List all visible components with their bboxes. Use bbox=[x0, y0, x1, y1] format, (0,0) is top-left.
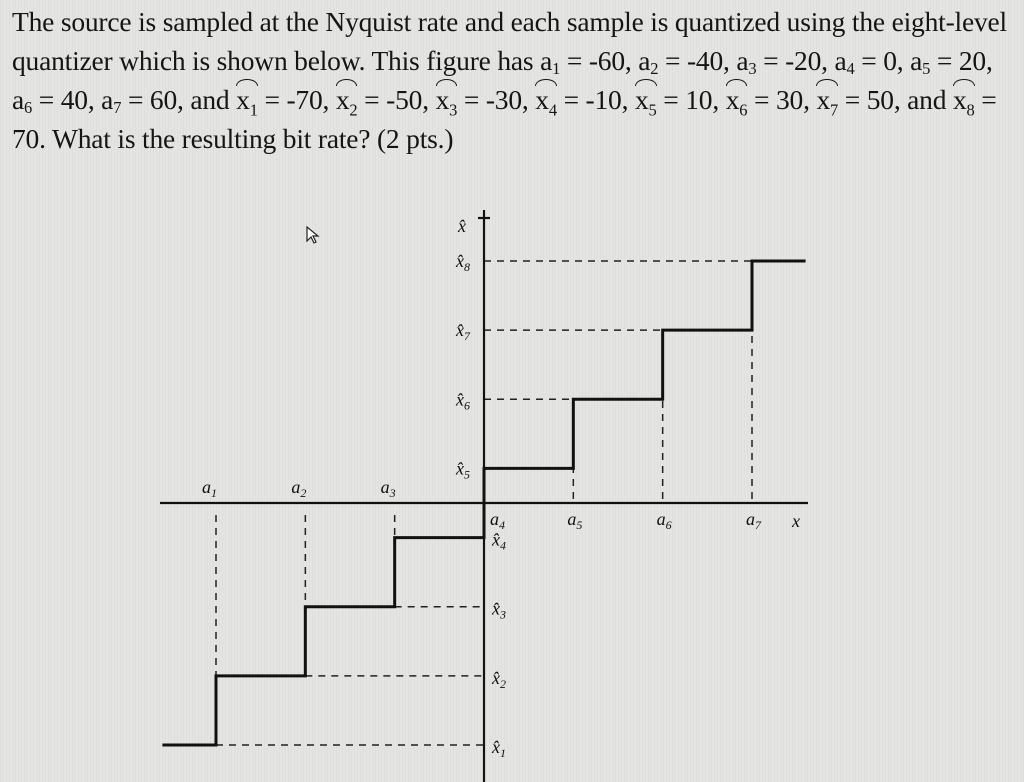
threshold-label-a1: $a_1$ bbox=[202, 477, 217, 500]
threshold-label-a4: $a_4$ bbox=[490, 509, 505, 532]
x-hat-6: $x_6$ bbox=[726, 80, 748, 119]
input-axis-label: x bbox=[792, 511, 800, 531]
output-axis-label: x̂ bbox=[458, 216, 466, 236]
level-label-xhat7: $x̂_7$ bbox=[456, 320, 470, 344]
x-hat-8: $x_8$ bbox=[953, 80, 975, 119]
level-label-xhat8: $x̂_8$ bbox=[456, 251, 470, 274]
level-label-xhat2: $x̂_2$ bbox=[492, 667, 506, 691]
level-label-xhat6: $x̂_6$ bbox=[456, 389, 470, 413]
level-label-xhat1: $x̂_1$ bbox=[492, 737, 506, 760]
x-hat-5: $x_5$ bbox=[635, 80, 657, 119]
axis-labels bbox=[202, 216, 800, 760]
level-label-xhat4: $x̂_4$ bbox=[492, 529, 506, 553]
x-hat-3: $x_3$ bbox=[436, 80, 458, 119]
question-text: The source is sampled at the Nyquist rate and each sample is quantized using the eight-level quantizer which is shown below. This figure has $a_1 = -60$, $a_2 = -40$, $a_3 = -20$, $a_4 = 0$, $a_5 = 20$, $a_6 = 40$, $a_7 = 60$, and $x_1 = -70$, $x_2 = -50$, $x_3 = -30$, $x_4 = -10$, $x_5 = 10$, $x_6 = 30$, $x_7 = 50$, and $x_8 = 70$. What is the resulting bit rate? (2 pts.) bbox=[12, 6, 1007, 154]
level-label-xhat3: $x̂_3$ bbox=[492, 598, 506, 622]
threshold-label-a7: $a_7$ bbox=[746, 509, 761, 532]
level-label-xhat5: $x̂_5$ bbox=[456, 458, 470, 482]
x-hat-4: $x_4$ bbox=[535, 80, 557, 119]
x-hat-1: $x_1$ bbox=[236, 80, 258, 119]
threshold-label-a6: $a_6$ bbox=[656, 509, 672, 532]
threshold-label-a2: $a_2$ bbox=[291, 477, 307, 500]
threshold-label-a5: $a_5$ bbox=[567, 509, 583, 532]
threshold-label-a3: $a_3$ bbox=[380, 477, 396, 500]
cursor-icon bbox=[307, 227, 318, 243]
x-hat-7: $x_7$ bbox=[816, 80, 838, 119]
x-hat-2: $x_2$ bbox=[336, 80, 358, 119]
